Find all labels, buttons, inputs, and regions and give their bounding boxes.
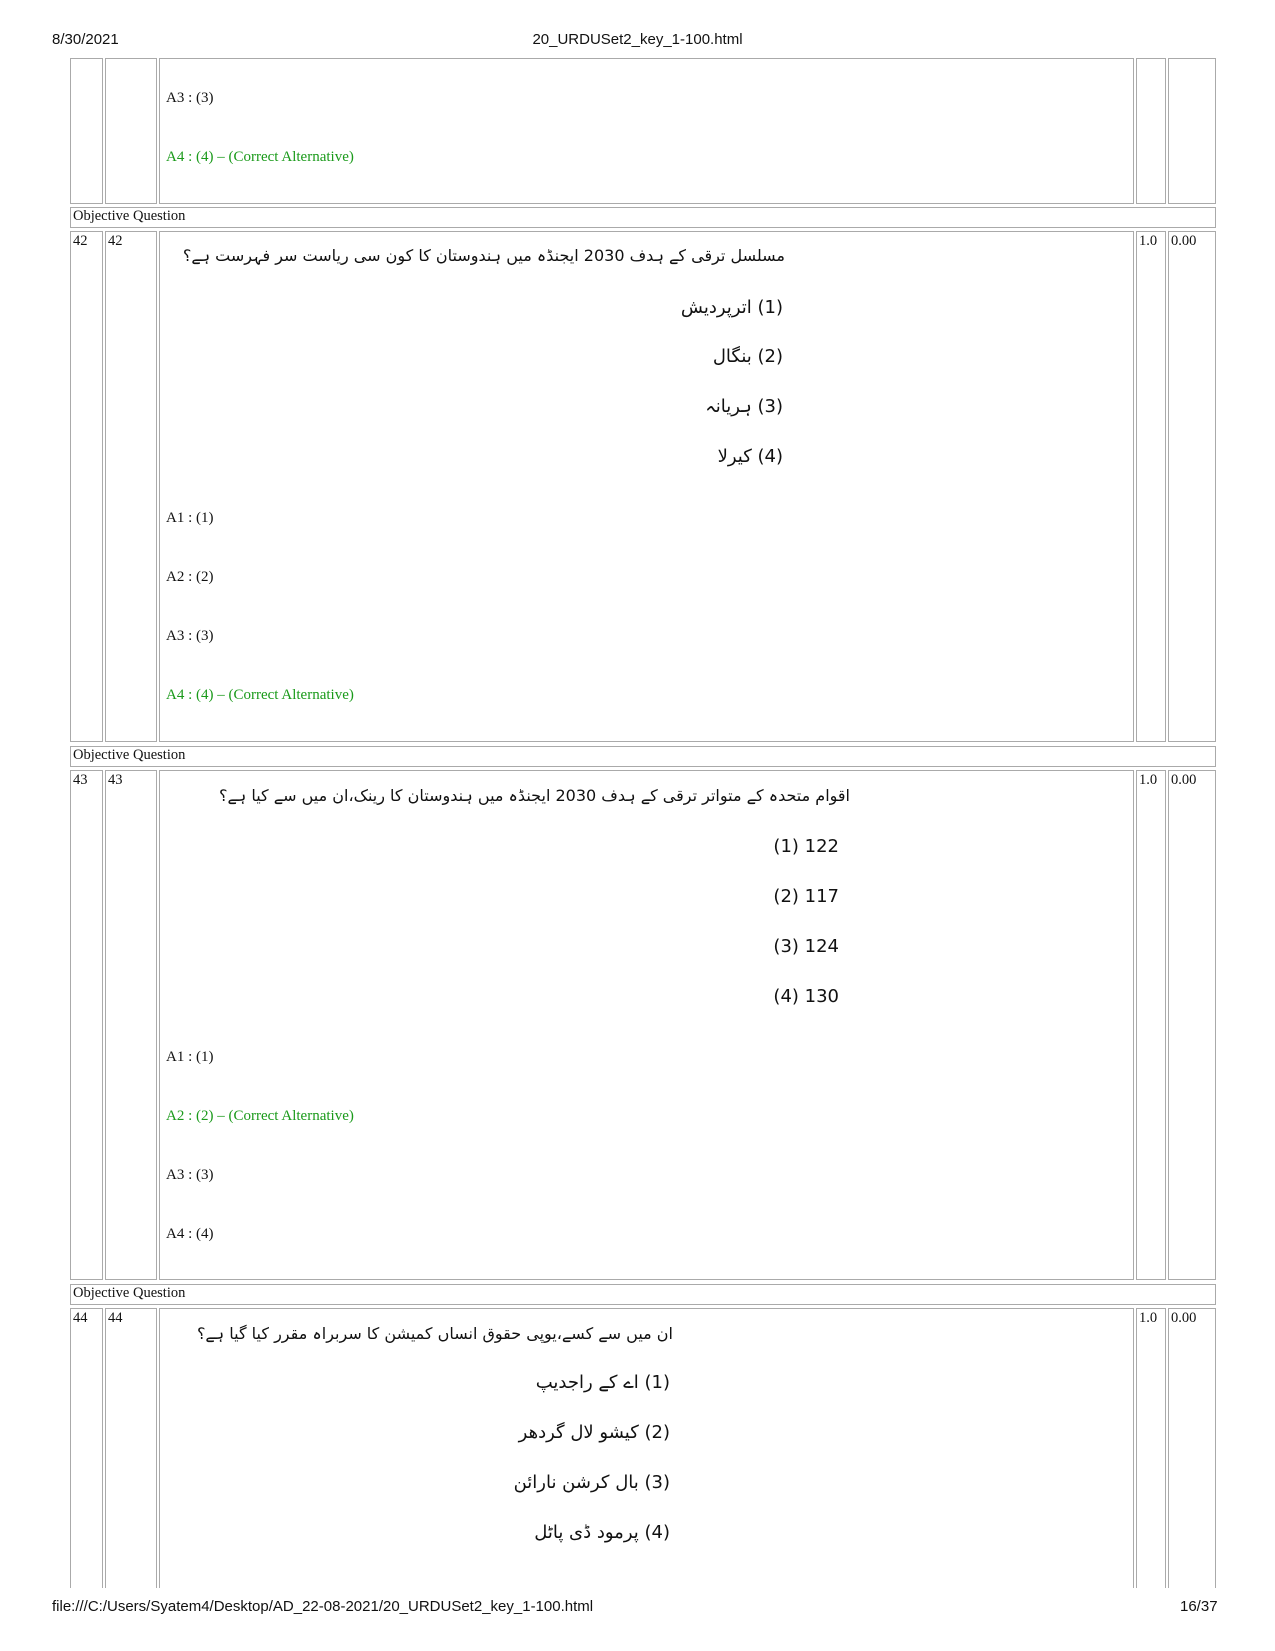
- answer-option: A4 : (4): [166, 1226, 214, 1242]
- answer-option: A2 : (2): [166, 569, 214, 585]
- option-text: (4) کیرلا: [717, 446, 783, 467]
- question-type-row: [70, 1284, 1216, 1305]
- option-text: (1) اترپردیش: [680, 297, 783, 318]
- answer-option: A1 : (1): [166, 1049, 214, 1065]
- answer-option: A1 : (1): [166, 510, 214, 526]
- question-id: 42: [108, 233, 123, 249]
- question-type-label: Objective Question: [73, 747, 186, 763]
- answer-option: A3 : (3): [166, 90, 214, 106]
- question-type-label: Objective Question: [73, 1285, 186, 1301]
- print-date: 8/30/2021: [52, 31, 119, 48]
- question-id: 43: [108, 772, 123, 788]
- col-sno-cell: [70, 1308, 103, 1588]
- col-neg-cell: [1168, 231, 1216, 742]
- page-number: 16/37: [1180, 1598, 1218, 1615]
- answer-option: A3 : (3): [166, 1167, 214, 1183]
- col-qid-cell: [105, 770, 157, 1280]
- negative-marks: 0.00: [1171, 233, 1197, 249]
- question-text: ان میں سے کسے،یوپی حقوق انساں کمیشن کا سربراہ مقرر کیا گیا ہے؟: [196, 1324, 673, 1343]
- question-type-row: [70, 207, 1216, 228]
- document-title: 20_URDUSet2_key_1-100.html: [532, 31, 743, 48]
- col-sno-cell: [70, 58, 103, 204]
- question-body-cell: [159, 58, 1134, 204]
- answer-option-correct: A4 : (4) – (Correct Alternative): [166, 687, 354, 703]
- col-marks-cell: [1136, 58, 1166, 204]
- option-text: 124 (3): [773, 936, 839, 957]
- serial-number: 42: [73, 233, 88, 249]
- answer-option: A3 : (3): [166, 628, 214, 644]
- col-sno-cell: [70, 231, 103, 742]
- question-text: مسلسل ترقی کے ہدف 2030 ایجنڈہ میں ہندوستان کا کون سی ریاست سر فہرست ہے؟: [182, 246, 785, 265]
- answer-option-correct: A2 : (2) – (Correct Alternative): [166, 1108, 354, 1124]
- negative-marks: 0.00: [1171, 1310, 1197, 1326]
- col-qid-cell: [105, 231, 157, 742]
- question-type-label: Objective Question: [73, 208, 186, 224]
- col-qid-cell: [105, 1308, 157, 1588]
- option-text: (3) بال کرشن نارائن: [513, 1472, 670, 1493]
- file-path: file:///C:/Users/Syatem4/Desktop/AD_22-08-2021/20_URDUSet2_key_1-100.html: [52, 1598, 594, 1615]
- option-text: (2) بنگال: [712, 346, 783, 367]
- question-body-cell: [159, 231, 1134, 742]
- question-text: اقوام متحدہ کے متواتر ترقی کے ہدف 2030 ایجنڈہ میں ہندوستان کا رینک،ان میں سے کیا ہے؟: [219, 786, 850, 805]
- serial-number: 44: [73, 1310, 88, 1326]
- col-neg-cell: [1168, 58, 1216, 204]
- col-neg-cell: [1168, 1308, 1216, 1588]
- option-text: (1) اے کے راجدیپ: [535, 1372, 670, 1393]
- marks: 1.0: [1139, 233, 1158, 249]
- col-neg-cell: [1168, 770, 1216, 1280]
- option-text: (4) پرمود ڈی پاٹل: [534, 1522, 670, 1543]
- option-text: (3) ہریانہ: [705, 396, 783, 417]
- answer-option-correct: A4 : (4) – (Correct Alternative): [166, 149, 354, 165]
- question-body-cell: [159, 1308, 1134, 1588]
- question-type-row: [70, 746, 1216, 767]
- option-text: 122 (1): [773, 836, 839, 857]
- marks: 1.0: [1139, 772, 1158, 788]
- negative-marks: 0.00: [1171, 772, 1197, 788]
- option-text: (2) کیشو لال گردھر: [518, 1422, 670, 1443]
- col-marks-cell: [1136, 1308, 1166, 1588]
- marks: 1.0: [1139, 1310, 1158, 1326]
- col-sno-cell: [70, 770, 103, 1280]
- question-body-cell: [159, 770, 1134, 1280]
- option-text: 130 (4): [773, 986, 839, 1007]
- option-text: 117 (2): [773, 886, 839, 907]
- serial-number: 43: [73, 772, 88, 788]
- question-id: 44: [108, 1310, 123, 1326]
- col-qid-cell: [105, 58, 157, 204]
- col-marks-cell: [1136, 231, 1166, 742]
- col-marks-cell: [1136, 770, 1166, 1280]
